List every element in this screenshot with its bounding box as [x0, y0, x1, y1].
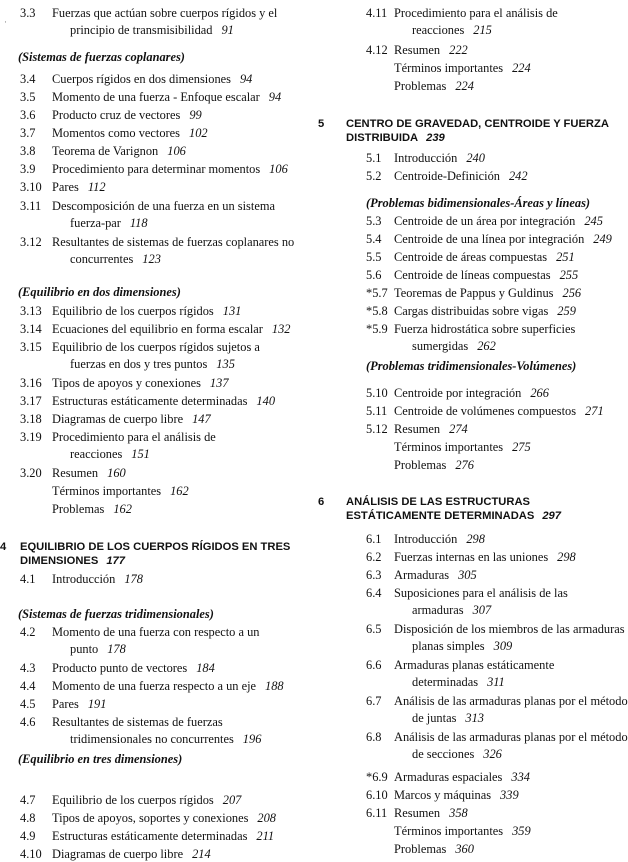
- entry-title-line: [52, 846, 211, 862]
- entry-title: Resumen: [394, 806, 441, 820]
- chapter-title: ANÁLISIS DE LAS ESTRUCTURAS: [346, 496, 530, 508]
- entry-title: fuerza-par: [70, 216, 121, 230]
- entry-title: Fuerza hidrostática sobre superficies: [394, 322, 576, 336]
- entry-title: Equilibrio de los cuerpos rígidos sujetos a: [52, 340, 260, 354]
- chapter-title: EQUILIBRIO DE LOS CUERPOS RÍGIDOS EN TRES: [20, 541, 291, 553]
- section-number: 4.10: [20, 847, 42, 861]
- page-number: 298: [557, 550, 576, 564]
- entry-title: principio de transmisibilidad: [70, 23, 213, 37]
- page-number: 178: [124, 572, 143, 586]
- entry-title-line: [52, 143, 186, 159]
- entry-title: Armaduras: [394, 568, 450, 582]
- entry-title-line: [52, 714, 223, 730]
- page-number: 112: [87, 180, 106, 194]
- entry-title-line: [52, 5, 277, 21]
- entry-title-line: [52, 234, 294, 250]
- section-heading: (Equilibrio en tres dimensiones): [18, 752, 183, 766]
- entry-title: reacciones: [412, 23, 465, 37]
- entry-title-line: [70, 215, 148, 231]
- entry-title: Tipos de apoyos y conexiones: [52, 376, 201, 390]
- entry-title: Introducción: [394, 151, 458, 165]
- chapter-title-line: [346, 509, 561, 524]
- section-number: 6.2: [366, 550, 382, 564]
- chapter-number: 4: [0, 541, 7, 553]
- entry-title-line: [394, 249, 575, 265]
- subentry-title: Problemas: [394, 842, 447, 856]
- section-number: 4.6: [20, 715, 36, 729]
- entry-title: determinadas: [412, 675, 479, 689]
- section-number: 5.11: [366, 404, 388, 418]
- chapter-page-number: 297: [542, 510, 561, 522]
- entry-title-line: [70, 446, 150, 462]
- section-number: 6.7: [366, 694, 382, 708]
- entry-title: Equilibrio de los cuerpos rígidos: [52, 793, 214, 807]
- entry-title: Teorema de Varignon: [52, 144, 159, 158]
- toc-subentry[interactable]: [394, 841, 474, 857]
- section-number: 3.10: [20, 180, 42, 194]
- section-number: 5.3: [366, 214, 382, 228]
- subentry-title: Problemas: [394, 458, 447, 472]
- page-number: 94: [239, 72, 253, 86]
- entry-title: de secciones: [412, 747, 475, 761]
- page-number: 99: [189, 108, 202, 122]
- toc-subentry[interactable]: [394, 78, 474, 94]
- page-number: 131: [222, 304, 242, 318]
- entry-title-line: [412, 674, 505, 690]
- entry-title: Momentos como vectores: [52, 126, 181, 140]
- entry-title-line: [412, 338, 496, 354]
- entry-title-line: [394, 421, 468, 437]
- section-number: *6.9: [366, 770, 388, 784]
- page-number: 240: [466, 151, 485, 165]
- page-number: 135: [216, 357, 235, 371]
- chapter-title: DIMENSIONES: [20, 555, 99, 567]
- entry-title-line: [394, 567, 477, 583]
- entry-title-line: [52, 411, 211, 427]
- entry-title: Equilibrio de los cuerpos rígidos: [52, 304, 214, 318]
- entry-title: Resumen: [394, 43, 441, 57]
- entry-title-line: [394, 385, 549, 401]
- entry-title: Resultantes de sistemas de fuerzas coplanares no: [52, 235, 295, 249]
- page-number: 334: [511, 770, 530, 784]
- entry-title: Procedimiento para el análisis de: [394, 6, 558, 20]
- entry-title-line: [394, 150, 485, 166]
- entry-title: Descomposición de una fuerza en un sistema: [52, 199, 275, 213]
- section-number: *5.7: [366, 286, 388, 300]
- section-number: 3.7: [20, 126, 36, 140]
- entry-title: Marcos y máquinas: [394, 788, 492, 802]
- page-number: 359: [512, 824, 531, 838]
- chapter-title-line: [346, 117, 609, 132]
- entry-title-line: [394, 168, 528, 184]
- section-number: 6.10: [366, 788, 388, 802]
- toc-subentry[interactable]: [394, 823, 531, 839]
- entry-title-line: [52, 571, 143, 587]
- page-number: 132: [271, 322, 291, 336]
- entry-title-line: [394, 403, 604, 419]
- entry-title: Fuerzas que actúan sobre cuerpos rígidos y el: [52, 6, 278, 20]
- entry-title: Análisis de las armaduras planas por el método: [394, 730, 628, 744]
- page-number: 123: [142, 252, 161, 266]
- subentry-title: Términos importantes: [394, 440, 504, 454]
- page-number: 224: [512, 61, 531, 75]
- entry-title: concurrentes: [70, 252, 134, 266]
- entry-title-line: [394, 621, 625, 637]
- chapter-title: CENTRO DE GRAVEDAD, CENTROIDE Y FUERZA: [346, 118, 609, 130]
- page-number: 207: [222, 793, 242, 807]
- page-number: 162: [170, 484, 189, 498]
- page-number: 147: [192, 412, 211, 426]
- entry-title-line: [394, 213, 603, 229]
- entry-title: Cargas distribuidas sobre vigas: [394, 304, 549, 318]
- page-number: 242: [508, 169, 528, 183]
- page-number: 118: [129, 216, 148, 230]
- entry-title-line: [52, 107, 202, 123]
- page-number: 196: [242, 732, 262, 746]
- page-number: 184: [196, 661, 215, 675]
- entry-title: Centroide por integración: [394, 386, 522, 400]
- page-number: 137: [209, 376, 229, 390]
- entry-title-line: [52, 71, 252, 87]
- toc-subentry[interactable]: [394, 60, 531, 76]
- page-number: 211: [256, 829, 275, 843]
- section-number: *5.8: [366, 304, 388, 318]
- entry-title-line: [394, 729, 628, 745]
- page-number: 360: [455, 842, 474, 856]
- section-number: 5.5: [366, 250, 382, 264]
- chapter-title-line: [20, 554, 125, 569]
- entry-title: Análisis de las armaduras planas por el método: [394, 694, 628, 708]
- entry-title-line: [52, 810, 276, 826]
- entry-title-line: [394, 769, 530, 785]
- section-heading: (Problemas bidimensionales-Áreas y líneas): [366, 196, 591, 210]
- section-number: 4.4: [20, 679, 36, 693]
- entry-title: Diagramas de cuerpo libre: [52, 847, 184, 861]
- page-number: 256: [562, 286, 582, 300]
- page-number: 160: [107, 466, 126, 480]
- entry-title: Diagramas de cuerpo libre: [52, 412, 184, 426]
- page-number: 208: [257, 811, 276, 825]
- page-number: 358: [449, 806, 468, 820]
- entry-title-line: [52, 696, 106, 712]
- entry-title: Estructuras estáticamente determinadas: [52, 394, 248, 408]
- page-number: 274: [449, 422, 468, 436]
- entry-title: Centroide de un área por integración: [394, 214, 576, 228]
- entry-title: armaduras: [412, 603, 464, 617]
- entry-title-line: [394, 231, 612, 247]
- section-number: 3.4: [20, 72, 36, 86]
- entry-title-line: [52, 89, 281, 105]
- page-number: 262: [477, 339, 496, 353]
- entry-title: Centroide-Definición: [394, 169, 500, 183]
- section-number: 3.17: [20, 394, 42, 408]
- entry-title: Momento de una fuerza respecto a un eje: [52, 679, 257, 693]
- entry-title: Tipos de apoyos, soportes y conexiones: [52, 811, 249, 825]
- entry-title-line: [394, 805, 468, 821]
- entry-title-line: [70, 356, 235, 372]
- toc-subentry[interactable]: [394, 457, 474, 473]
- entry-title-line: [52, 678, 284, 694]
- page-number: 191: [87, 697, 107, 711]
- entry-title: Centroide de volúmenes compuestos: [394, 404, 577, 418]
- page-number: 275: [512, 440, 531, 454]
- section-number: 3.20: [20, 466, 42, 480]
- page-number: 245: [584, 214, 603, 228]
- entry-title: Armaduras espaciales: [394, 770, 503, 784]
- page-number: 255: [559, 268, 579, 282]
- entry-title-line: [394, 585, 568, 601]
- section-number: 6.6: [366, 658, 382, 672]
- section-number: 5.1: [366, 151, 382, 165]
- entry-title: tridimensionales no concurrentes: [70, 732, 234, 746]
- entry-title-line: [394, 303, 576, 319]
- chapter-title-line: [346, 495, 530, 510]
- section-number: 3.5: [20, 90, 36, 104]
- entry-title: Estructuras estáticamente determinadas: [52, 829, 248, 843]
- entry-title: Resumen: [52, 466, 99, 480]
- section-number: 6.11: [366, 806, 388, 820]
- chapter-number: 5: [318, 118, 325, 130]
- entry-title-line: [52, 125, 208, 141]
- page-number: 178: [107, 642, 126, 656]
- section-number: 4.3: [20, 661, 36, 675]
- section-number: 5.10: [366, 386, 388, 400]
- entry-title-line: [52, 393, 275, 409]
- entry-title-line: [412, 710, 484, 726]
- section-number: 3.6: [20, 108, 36, 122]
- section-number: 4.9: [20, 829, 36, 843]
- entry-title: Teoremas de Pappus y Guldinus: [394, 286, 554, 300]
- page-number: 214: [192, 847, 211, 861]
- section-number: 4.8: [20, 811, 36, 825]
- page-number: 298: [466, 532, 485, 546]
- entry-title: Producto punto de vectores: [52, 661, 188, 675]
- page-number: 188: [265, 679, 284, 693]
- section-heading: (Sistemas de fuerzas tridimensionales): [18, 607, 214, 621]
- entry-title-line: [52, 339, 260, 355]
- entry-title: Producto cruz de vectores: [52, 108, 181, 122]
- entry-title: Momento de una fuerza con respecto a un: [52, 625, 260, 639]
- section-number: 3.19: [20, 430, 42, 444]
- entry-title-line: [70, 731, 261, 747]
- subentry-title: Términos importantes: [52, 484, 162, 498]
- entry-title-line: [412, 602, 491, 618]
- entry-title: de juntas: [412, 711, 457, 725]
- entry-title-line: [52, 321, 290, 337]
- subentry-title: Términos importantes: [394, 824, 504, 838]
- entry-title-line: [394, 549, 576, 565]
- entry-title-line: [52, 660, 215, 676]
- section-number: 3.8: [20, 144, 36, 158]
- entry-title: Centroide de áreas compuestas: [394, 250, 548, 264]
- entry-title-line: [394, 531, 485, 547]
- page-number: 339: [500, 788, 519, 802]
- entry-title-line: [412, 746, 502, 762]
- entry-title-line: [412, 638, 512, 654]
- section-number: 3.16: [20, 376, 42, 390]
- section-number: 6.5: [366, 622, 382, 636]
- section-number: 5.12: [366, 422, 388, 436]
- entry-title: planas simples: [412, 639, 485, 653]
- entry-title-line: [70, 641, 126, 657]
- entry-title-line: [70, 251, 161, 267]
- entry-title: Pares: [52, 180, 79, 194]
- entry-title-line: [52, 465, 126, 481]
- entry-title: Suposiciones para el análisis de las: [394, 586, 568, 600]
- page-number: 309: [493, 639, 513, 653]
- entry-title: Procedimiento para el análisis de: [52, 430, 216, 444]
- entry-title: Armaduras planas estáticamente: [394, 658, 555, 672]
- page-number: 313: [465, 711, 484, 725]
- entry-title: Ecuaciones del equilibrio en forma escalar: [52, 322, 263, 336]
- entry-title: Procedimiento para determinar momentos: [52, 162, 261, 176]
- entry-title: reacciones: [70, 447, 123, 461]
- entry-title: Disposición de los miembros de las armaduras: [394, 622, 625, 636]
- entry-title-line: [52, 161, 288, 177]
- chapter-title-line: [346, 131, 445, 146]
- toc-subentry[interactable]: [394, 439, 531, 455]
- entry-title-line: [52, 429, 216, 445]
- entry-title-line: [52, 624, 259, 640]
- subentry-title: Problemas: [52, 502, 105, 516]
- entry-title-line: [394, 5, 558, 21]
- entry-title-line: [394, 693, 628, 709]
- section-number: 3.12: [20, 235, 42, 249]
- page-number: 311: [487, 675, 505, 689]
- subentry-title: Problemas: [394, 79, 447, 93]
- section-number: 3.18: [20, 412, 42, 426]
- section-heading: (Sistemas de fuerzas coplanares): [18, 50, 185, 64]
- entry-title-line: [52, 198, 275, 214]
- section-number: 4.11: [366, 6, 388, 20]
- entry-title: Introducción: [394, 532, 458, 546]
- subentry-title: Términos importantes: [394, 61, 504, 75]
- page-number: 102: [189, 126, 208, 140]
- entry-title: punto: [70, 642, 99, 656]
- section-number: 3.13: [20, 304, 42, 318]
- page-number: 259: [557, 304, 576, 318]
- entry-title-line: [394, 267, 578, 283]
- chapter-title: ESTÁTICAMENTE DETERMINADAS: [346, 510, 535, 522]
- chapter-title-line: [20, 540, 290, 555]
- section-number: 4.12: [366, 43, 388, 57]
- page-number: 326: [483, 747, 502, 761]
- section-number: 3.3: [20, 6, 36, 20]
- section-number: 5.2: [366, 169, 382, 183]
- entry-title: Cuerpos rígidos en dos dimensiones: [52, 72, 231, 86]
- page-number: 151: [131, 447, 150, 461]
- entry-title-line: [394, 787, 519, 803]
- page-number: 249: [593, 232, 612, 246]
- page-number: 224: [455, 79, 474, 93]
- chapter-page-number: 177: [106, 555, 125, 567]
- page-number: 215: [473, 23, 492, 37]
- section-number: 4.1: [20, 572, 36, 586]
- entry-title: Momento de una fuerza - Enfoque escalar: [52, 90, 260, 104]
- chapter-page-number: 239: [426, 132, 445, 144]
- section-number: 6.8: [366, 730, 382, 744]
- entry-title-line: [52, 303, 241, 319]
- page-number: 91: [221, 23, 234, 37]
- entry-title: Centroide de una línea por integración: [394, 232, 585, 246]
- page-number: 106: [167, 144, 186, 158]
- section-number: 6.3: [366, 568, 382, 582]
- entry-title-line: [70, 22, 234, 38]
- toc-subentry[interactable]: [52, 501, 132, 517]
- section-heading: (Equilibrio en dos dimensiones): [18, 285, 181, 299]
- entry-title-line: [52, 375, 229, 391]
- page-number: 251: [556, 250, 575, 264]
- page-number: 106: [269, 162, 288, 176]
- section-number: 4.5: [20, 697, 36, 711]
- entry-title: Pares: [52, 697, 79, 711]
- page-number: 305: [458, 568, 477, 582]
- section-heading: (Problemas tridimensionales-Volúmenes): [366, 359, 577, 373]
- entry-title: Fuerzas internas en las uniones: [394, 550, 549, 564]
- page-number: 271: [585, 404, 604, 418]
- entry-title-line: [394, 321, 575, 337]
- section-number: 6.1: [366, 532, 382, 546]
- entry-title-line: [394, 42, 468, 58]
- section-number: 5.6: [366, 268, 382, 282]
- section-number: 4.2: [20, 625, 36, 639]
- page-number: 266: [530, 386, 549, 400]
- entry-title: Resultantes de sistemas de fuerzas: [52, 715, 223, 729]
- page-number: 222: [449, 43, 468, 57]
- toc-subentry[interactable]: [52, 483, 189, 499]
- bullet-mark: ·: [4, 17, 7, 27]
- entry-title-line: [394, 285, 581, 301]
- section-number: 3.15: [20, 340, 42, 354]
- entry-title-line: [52, 792, 241, 808]
- section-number: 4.7: [20, 793, 36, 807]
- section-number: 3.9: [20, 162, 36, 176]
- page-number: 94: [268, 90, 282, 104]
- entry-title-line: [52, 179, 106, 195]
- entry-title-line: [394, 657, 554, 673]
- chapter-title: DISTRIBUIDA: [346, 132, 419, 144]
- section-number: 3.14: [20, 322, 42, 336]
- page-number: 162: [113, 502, 132, 516]
- entry-title: fuerzas en dos y tres puntos: [70, 357, 208, 371]
- page-number: 276: [455, 458, 474, 472]
- chapter-number: 6: [318, 496, 325, 508]
- entry-title: Resumen: [394, 422, 441, 436]
- section-number: 3.11: [20, 199, 42, 213]
- page-number: 140: [256, 394, 276, 408]
- page-number: 307: [472, 603, 492, 617]
- section-number: *5.9: [366, 322, 388, 336]
- entry-title: sumergidas: [412, 339, 469, 353]
- entry-title-line: [412, 22, 492, 38]
- entry-title-line: [52, 828, 274, 844]
- section-number: 5.4: [366, 232, 382, 246]
- entry-title: Introducción: [52, 572, 116, 586]
- entry-title: Centroide de líneas compuestas: [394, 268, 551, 282]
- section-number: 6.4: [366, 586, 382, 600]
